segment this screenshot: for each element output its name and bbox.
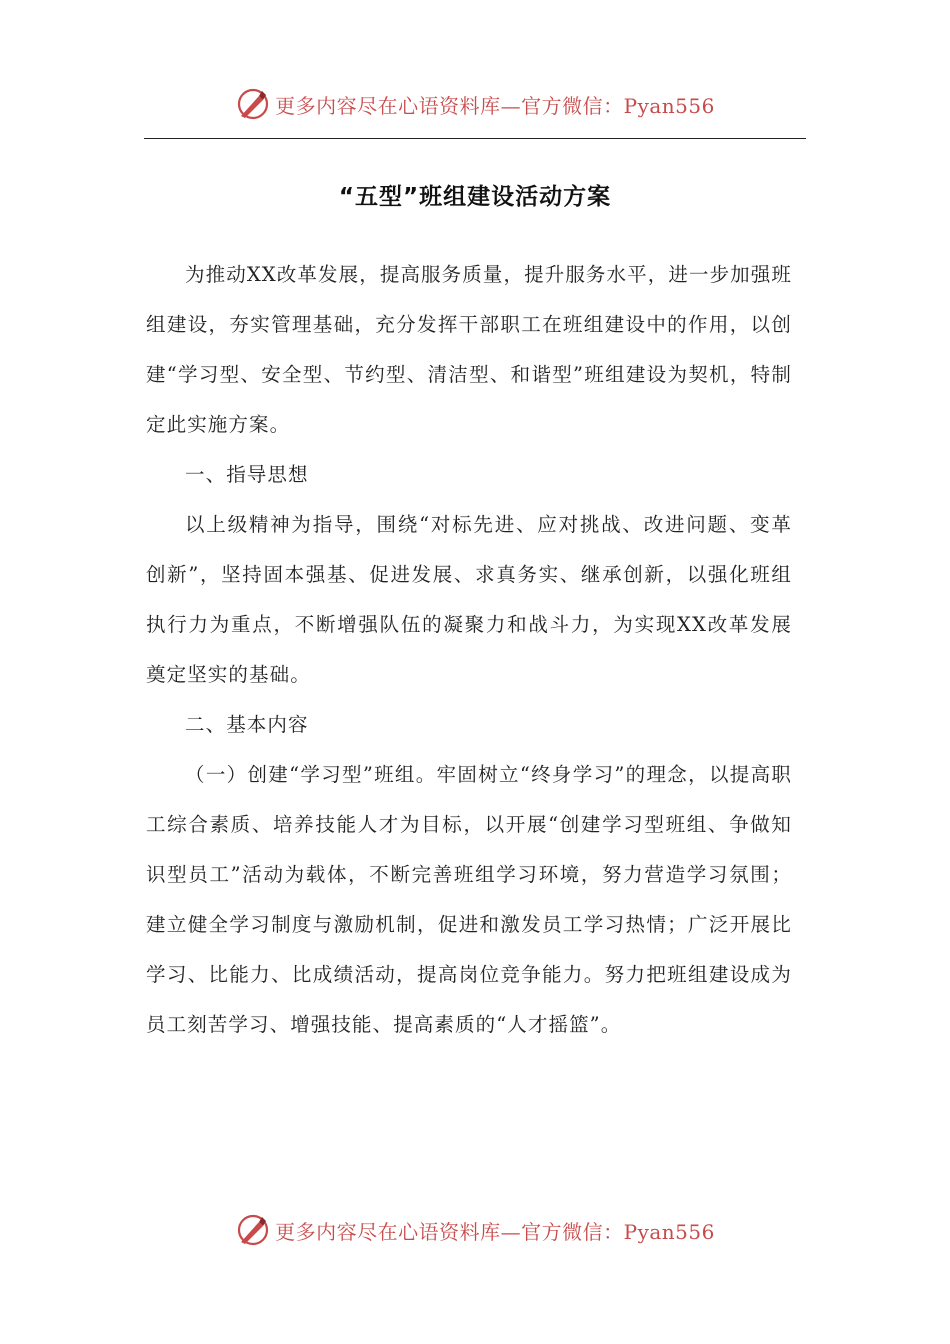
header-banner-text: 更多内容尽在心语资料库—官方微信：Pyan556 [275,93,715,118]
document-title: “五型”班组建设活动方案 [338,184,612,210]
footer-banner-text: 更多内容尽在心语资料库—官方微信：Pyan556 [275,1219,715,1244]
header-banner [0,84,950,124]
intro-paragraph: 为推动XX改革发展，提高服务质量，提升服务水平，进一步加强班组建设，夯实管理基础，充分发挥干部职工在班组建设中的作用，以创建“学习型、安全型、节约型、清洁型、和谐型”班组建设为契机，特制定此实施方案。 [146,263,792,436]
document-body [146,250,792,1050]
learning-team-paragraph: （一）创建“学习型”班组。牢固树立“终身学习”的理念，以提高职工综合素质、培养技能人才为目标，以开展“创建学习型班组、争做知识型员工”活动为载体，不断完善班组学习环境，努力营造学习氛围；建立健全学习制度与激励机制，促进和激发员工学习热情；广泛开展比学习、比能力、比成绩活动，提高岗位竞争能力。努力把班组建设成为员工刻苦学习、增强技能、提高素质的“人才摇篮”。 [146,763,792,1036]
section-heading-guiding-ideology: 一、指导思想 [185,463,309,486]
footer-banner [0,1210,950,1250]
header-divider [144,138,806,139]
pen-circle-logo-icon [235,86,271,122]
guiding-ideology-paragraph: 以上级精神为指导，围绕“对标先进、应对挑战、改进问题、变革创新”，坚持固本强基、促进发展、求真务实、继承创新，以强化班组执行力为重点，不断增强队伍的凝聚力和战斗力，为实现XX改革发展奠定坚实的基础。 [146,513,792,686]
pen-circle-logo-icon [235,1212,271,1248]
section-heading-basic-content: 二、基本内容 [185,713,309,736]
